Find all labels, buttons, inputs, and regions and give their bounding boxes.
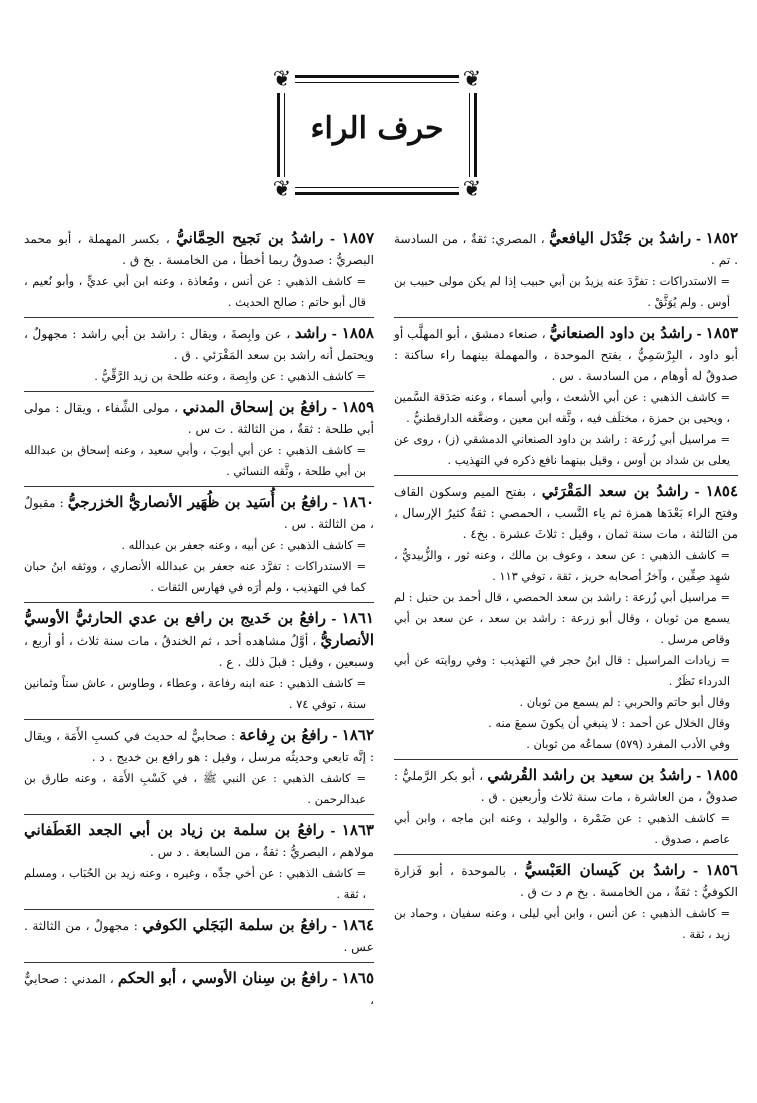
entry-note: [24, 535, 374, 556]
entry-dash: -: [327, 972, 342, 986]
biography-entry: [394, 765, 738, 850]
note-text: عن أبي الأشعث ، وأبي أسماء ، وعنه صَدَقة السَّمين ، ويحيى بن حمزة ، مختلَف فيه ، وثَّقه ابن معين ، وضعَّفه الدارقطنيُّ .: [394, 390, 730, 425]
note-label: = مراسيل أبي زُرعة :: [624, 590, 730, 604]
ornament-icon: ❦: [269, 67, 295, 93]
biography-entry: [24, 915, 374, 958]
entry-name: رافعُ بن خَديج بن رافع بن عدي الحارثيُّ الأوسيُّ الأنصاريُّ: [24, 609, 375, 649]
entry-divider: [24, 602, 374, 603]
entry-number: ١٨٥٤: [705, 482, 739, 500]
entry-note: [394, 271, 738, 313]
entry-number: ١٨٦٤: [341, 916, 375, 934]
entry-divider: [394, 854, 738, 855]
entry-note: [394, 808, 738, 850]
entry-name: راشدُ بن جَنْدَل اليافعيُّ: [549, 229, 692, 247]
note-text: تفرَّد عنه جعفر بن عبدالله الأنصاري ، ووثقه ابنُ حبان كما في التهذيب ، ولم أرَه في فهارس الثقات .: [24, 559, 366, 594]
entry-name: راشدُ بن داود الصنعانيُّ: [549, 324, 693, 342]
note-label: = كاشف الذهبي :: [279, 538, 366, 552]
biography-entry: [24, 820, 374, 905]
entry-note: [24, 768, 374, 810]
entry-description: ، صنعاء دمشق ، أبو المهلَّب أو أبو داود ، البِرْسَمِيُّ ، بفتح الموحدة ، والمهملة بينهما راء ساكنة : صدوقٌ له أوهام ، من السادسة . س .: [394, 327, 738, 383]
entry-dash: -: [323, 232, 342, 246]
biography-entry: [24, 397, 374, 482]
note-label: = الاستدراكات :: [286, 559, 367, 573]
entry-heading: [24, 323, 374, 366]
entry-note: [24, 556, 374, 598]
entry-divider: [394, 317, 738, 318]
entry-dash: -: [691, 769, 706, 783]
entry-divider: [24, 814, 374, 815]
entry-divider: [24, 719, 374, 720]
entry-description: ، بفتح الميم وسكون القاف وفتح الراء بَعْدَها همزة ثم ياء النَّسب ، الحمصي : ثقةٌ كثيرُ الإرسال ، من الثالثة ، مات سنة ثمان ، وقيل : ثلاثَ عشرة . بخ٤ .: [394, 485, 738, 541]
note-text: عن أخي جدِّه ، وغيره ، وعنه زيد بن الحُبَاب ، ومسلم ، ثقة .: [24, 866, 366, 901]
entry-extra-line: وفي الأدب المفرد (٥٧٩) سماعُه من ثوبان .: [526, 737, 730, 751]
entry-divider: [24, 909, 374, 910]
entry-heading: [394, 323, 738, 387]
entry-number: ١٨٦١: [341, 609, 374, 627]
entry-number: ١٨٥٦: [705, 861, 738, 879]
entry-note: [24, 440, 374, 482]
entry-heading: [24, 228, 374, 271]
entry-description: ، بكسر المهملة ، أبو محمد البصريُّ : صدوقٌ ربما أخطأ ، من الخامسة . بخ ق .: [24, 232, 374, 267]
entry-heading: [24, 397, 374, 440]
entry-dash: -: [326, 401, 342, 415]
entry-note: [24, 673, 374, 715]
entry-dash: -: [691, 232, 706, 246]
entry-note: [24, 863, 374, 905]
entry-extra-line: وقال أبو حاتم والحربي : لم يسمع من ثوبان .: [519, 695, 730, 709]
note-text: عن ضَمْرة ، والوليد ، وعنه ابن ماجه ، وابن أبي عاصم ، صدوق .: [394, 811, 730, 846]
entry-description: : صحابيٌّ له حديث في كسبِ الأَمَة ، ويقال : إنَّه تابعي وحديثُه مرسل ، وقيل : هو رافع بن خديج . د .: [24, 729, 374, 764]
note-label: = كاشف الذهبي :: [277, 443, 366, 457]
entry-note: [394, 587, 738, 650]
biography-entry: [24, 492, 374, 598]
note-text: راشد بن سعد الحمصي ، قال أحمد بن حنبل : لم يسمع من ثوبان ، وقال أبو زرعة : راشد بن سعد ، عن سعد بن أبي وقاص مرسل .: [394, 590, 730, 646]
entry-name: راشد: [294, 324, 327, 342]
entry-heading: [24, 915, 374, 958]
entry-number: ١٨٥٣: [705, 324, 739, 342]
note-text: عن أنس ، ومُعاذة ، وعنه ابن أبي عديٍّ ، وأبو نُعيم ، قال أبو حاتم : صالح الحديث .: [24, 274, 366, 309]
entry-name: رافعُ بن سلمة البَجَلي الكوفي: [142, 916, 327, 934]
right-column: [394, 228, 738, 949]
note-label: = كاشف الذهبي :: [278, 866, 367, 880]
note-label: = زيادات المراسيل :: [627, 653, 731, 667]
entry-note: [24, 366, 374, 387]
entry-description: ، أوَّلُ مشاهده أحد ، ثم الخندقُ ، مات سنة ثلاث ، أو أربع ، وسبعين ، وقيل : قبلَ ذلك . ع .: [24, 634, 374, 669]
entry-heading: [394, 481, 738, 545]
entry-number: ١٨٥٧: [341, 229, 375, 247]
note-label: = الاستدراكات :: [651, 274, 731, 288]
note-label: = كاشف الذهبي :: [279, 676, 366, 690]
note-text: عنه ابنه رفاعة ، وعطاء ، وطاوس ، عاش ستاً وثمانين سنة ، توفي ٧٤ .: [24, 676, 366, 711]
entry-description: مولاهم ، البصريُّ : ثقةٌ ، من السابعة . د س .: [150, 845, 374, 859]
ornament-icon: ❦: [459, 67, 485, 93]
entry-divider: [24, 317, 374, 318]
entry-description: : مقبولٌ ، من الثالثة . س .: [24, 496, 374, 531]
note-text: تفرَّدَ عنه يزيدُ بن أبي حبيب إذا لم يكن مولى حبيب بن أوس . ولم يُوَثَّقْ .: [394, 274, 730, 309]
note-text: عن وابِصة ، وعنه طلحة بن زيد الرَّقِّيُّ .: [94, 369, 277, 383]
biography-entry: [24, 968, 374, 1011]
entry-number: ١٨٥٩: [341, 398, 375, 416]
entry-dash: -: [692, 327, 706, 341]
entry-dash: -: [688, 485, 706, 499]
entry-note: [394, 903, 738, 945]
note-label: = كاشف الذهبي :: [642, 390, 730, 404]
entry-number: ١٨٦٠: [341, 493, 375, 511]
entry-number: ١٨٥٥: [705, 766, 739, 784]
entry-dash: -: [326, 612, 342, 626]
note-label: = كاشف الذهبي :: [273, 771, 366, 785]
entry-name: رافعُ بن أُسَيد بن ظُهَير الأنصاريُّ الخزرجيُّ: [67, 493, 328, 511]
note-label: = كاشف الذهبي :: [641, 906, 730, 920]
note-label: = مراسيل أبي زُرعة :: [623, 432, 730, 446]
entry-heading: [24, 608, 374, 673]
entry-number: ١٨٦٢: [341, 726, 375, 744]
entry-divider: [394, 759, 738, 760]
entry-divider: [394, 475, 738, 476]
entry-name: راشدُ بن سعد المَقْرَئي: [541, 482, 689, 500]
entry-heading: [394, 765, 738, 808]
note-text: قال ابنُ حجر في التهذيب : وفي روايته عن أبي الدرداء نَظَرٌ .: [394, 653, 730, 688]
note-text: عن سعد ، وعوف بن مالك ، وعنه ثور ، والزُّبيديُّ ، شهِد صِفِّين ، وآخرُ أصحابه حريز ، ثقة ، توفي ١١٣ .: [394, 548, 730, 583]
entry-name: راشدُ بن نَجيح الحِمَّانيُّ: [176, 229, 324, 247]
entry-heading: [24, 725, 374, 768]
note-text: عن أبي أيوبَ ، وأبي سعيد ، وعنه إسحاق بن عبدالله بن أبي طلحة ، وثَّقه النسائي .: [24, 443, 366, 478]
biography-entry: [24, 725, 374, 810]
entry-divider: [24, 391, 374, 392]
entry-number: ١٨٥٨: [341, 324, 374, 342]
entry-heading: [394, 228, 738, 271]
entry-note: [24, 271, 374, 313]
ornament-icon: ❦: [269, 177, 295, 203]
biography-entry: [394, 481, 738, 755]
entry-note: [394, 545, 738, 587]
entry-heading: [24, 968, 374, 1011]
entry-dash: -: [327, 729, 342, 743]
entry-divider: [24, 962, 374, 963]
entry-description: : مجهولٌ ، من الثالثة . عس .: [24, 919, 374, 954]
biography-entry: [24, 608, 374, 715]
biography-entry: [394, 323, 738, 471]
entry-dash: -: [327, 496, 342, 510]
entry-description: ، أبو بكر الرَّمليُّ : صدوقٌ ، من العاشرة ، مات سنة ثلاث وأربعين . ق .: [394, 769, 738, 804]
left-column: [24, 228, 374, 1015]
note-text: راشد بن داود الصنعاني الدمشقي (ز) ، روى عن يعلى بن شداد بن أوس ، وقيل بينهما نافع ذكره في التهذيب .: [394, 432, 730, 467]
entry-dash: -: [327, 919, 342, 933]
biography-entry: [24, 323, 374, 387]
entry-heading: [24, 820, 374, 863]
entry-number: ١٨٦٥: [341, 969, 375, 987]
entry-description: ، المدني : صحابيٌّ ،: [24, 972, 374, 1007]
entry-dash: -: [685, 864, 706, 878]
note-text: عن أنس ، وابن أبي ليلى ، وعنه سفيان ، وحماد بن زيد ، ثقة .: [394, 906, 730, 941]
entry-number: ١٨٥٢: [705, 229, 739, 247]
entry-heading: [24, 492, 374, 535]
entry-name: راشدُ بن كَيسان العَبْسيُّ: [524, 861, 686, 879]
entry-description: ، المصري: ثقةٌ ، من السادسة . تم .: [394, 232, 738, 267]
entry-name: رافعُ بن سِنان الأوسي ، أبو الحكم: [117, 969, 328, 987]
page-title: حرف الراء: [310, 111, 444, 146]
entry-divider: [24, 486, 374, 487]
note-label: = كاشف الذهبي :: [279, 369, 366, 383]
entry-note: [394, 429, 738, 471]
note-text: عن النبي ﷺ ، في كَسْبِ الأَمَة ، وعنه طارق بن عبدالرحمن .: [24, 771, 366, 806]
entry-extra-line: وقال الخلال عن أحمد : لا ينبغي أن يكونَ سمعَ منه .: [488, 716, 730, 730]
entry-name: رافعُ بن سلمة بن زياد بن أبي الجعد الغَطَفاني: [24, 821, 325, 839]
entry-name: راشدُ بن سعيد بن راشد القُرشي: [487, 766, 692, 784]
note-label: = كاشف الذهبي :: [277, 274, 367, 288]
entry-name: رافعُ بن إسحاق المدني: [182, 398, 327, 416]
entry-dash: -: [324, 824, 342, 838]
note-label: = كاشف الذهبي :: [637, 811, 730, 825]
entry-name: رافعُ بن رِفاعة: [239, 726, 328, 744]
entry-heading: [394, 860, 738, 903]
title-frame: [272, 67, 482, 202]
entry-note: [394, 387, 738, 429]
biography-entry: [24, 228, 374, 313]
biography-entry: [394, 228, 738, 313]
biography-entry: [394, 860, 738, 945]
entry-description: ، بالموحدة ، أبو فَزارة الكوفيُّ : ثقةٌ ، من الخامسة . بخ م د ت ق .: [394, 864, 738, 899]
note-text: عن أبيه ، وعنه جعفر بن عبدالله .: [121, 538, 277, 552]
entry-dash: -: [326, 327, 342, 341]
entry-note: [394, 650, 738, 692]
entry-description: ، عن وابِصةَ ، ويقال : راشد بن أبي راشد : مجهولٌ ، ويحتمل أنه راشد بن سعد المَقْرَئي . ق .: [24, 327, 374, 362]
entry-description: ، مولى الشِّفاء ، ويقال : مولى أبي طلحة : ثقةٌ ، من الثالثة . ت س .: [24, 401, 374, 436]
entry-number: ١٨٦٣: [341, 821, 374, 839]
note-label: = كاشف الذهبي :: [641, 548, 730, 562]
ornament-icon: ❦: [459, 177, 485, 203]
